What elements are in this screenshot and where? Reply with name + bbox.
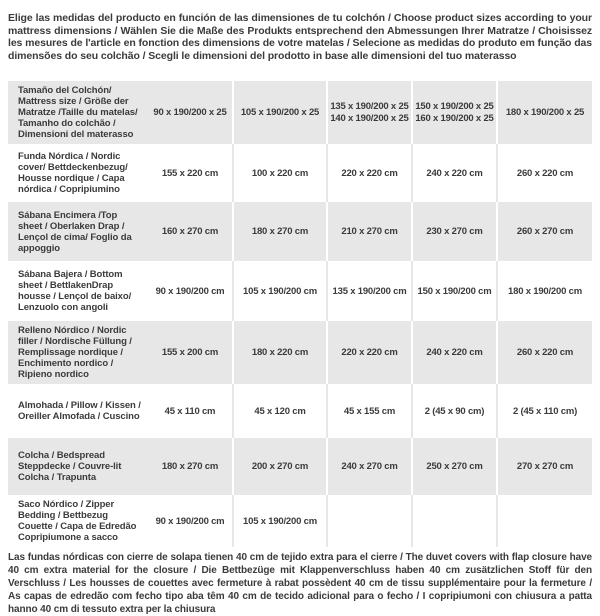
size-value: 160 x 270 cm bbox=[161, 226, 219, 237]
row-nordic-cover bbox=[8, 144, 592, 202]
header-size-135-140: 135 x 190/200 x 25 140 x 190/200 x 25 bbox=[327, 81, 412, 144]
size-value: 220 x 220 cm bbox=[327, 144, 412, 202]
size-value: 180 x 270 cm bbox=[161, 461, 219, 472]
row-label-top-sheet: Sábana Encimera /Top sheet / Oberlaken Drap / Lençol de cima/ Foglio da appoggio bbox=[18, 209, 132, 254]
size-value: 270 x 270 cm bbox=[497, 438, 592, 495]
size-value: 220 x 220 cm bbox=[327, 321, 412, 384]
size-value: 135 x 190/200 cm bbox=[327, 261, 412, 321]
size-value: 240 x 220 cm bbox=[412, 144, 497, 202]
size-table bbox=[8, 81, 592, 547]
size-value: 240 x 270 cm bbox=[327, 438, 412, 495]
row-top-sheet bbox=[8, 202, 592, 261]
size-value: 240 x 220 cm bbox=[412, 321, 497, 384]
size-value: 180 x 190/200 cm bbox=[497, 261, 592, 321]
size-value bbox=[497, 495, 592, 547]
row-pillow bbox=[8, 384, 592, 438]
size-value: 150 x 190/200 cm bbox=[412, 261, 497, 321]
size-value: 105 x 190/200 cm bbox=[233, 261, 327, 321]
size-value: 105 x 190/200 cm bbox=[233, 495, 327, 547]
size-value: 45 x 110 cm bbox=[164, 405, 216, 417]
row-nordic-filler bbox=[8, 321, 592, 384]
header-size-180: 180 x 190/200 x 25 bbox=[497, 81, 592, 144]
size-value: 100 x 220 cm bbox=[233, 144, 327, 202]
row-label-nordic-filler: Relleno Nórdico / Nordic filler / Nordische Füllung / Remplissage nordique / Enchimento nordico / Ripieno nordico bbox=[18, 325, 132, 380]
row-label-bottom-sheet: Sábana Bajera / Bottom sheet / BettlakenDrap housse / Lençol de baixo/ Lenzuolo con angoli bbox=[18, 269, 132, 313]
size-value: 180 x 220 cm bbox=[233, 321, 327, 384]
row-label-nordic-cover: Funda Nórdica / Nordic cover/ Bettdeckenbezug/ Housse nordique / Capa nórdica / Copripiumino bbox=[18, 151, 128, 195]
header-size-150-160: 150 x 190/200 x 25 160 x 190/200 x 25 bbox=[412, 81, 497, 144]
row-bedspread bbox=[8, 438, 592, 495]
row-zipper-bedding bbox=[8, 495, 592, 547]
size-value: 45 x 155 cm bbox=[327, 384, 412, 438]
row-bottom-sheet bbox=[8, 261, 592, 321]
size-value: 2 (45 x 110 cm) bbox=[497, 384, 592, 438]
size-value: 260 x 270 cm bbox=[497, 202, 592, 261]
size-value: 90 x 190/200 cm bbox=[155, 515, 225, 527]
row-label-bedspread: Colcha / Bedspread Steppdecke / Couvre-lit Colcha / Trapunta bbox=[18, 450, 122, 483]
size-value: 2 (45 x 90 cm) bbox=[412, 384, 497, 438]
row-label-mattress-size: Tamaño del Colchón/ Mattress size / Größe der Matratze /Taille du matelas/ Tamanho do colchão / Dimensioni del materasso bbox=[18, 85, 138, 140]
size-value: 45 x 120 cm bbox=[233, 384, 327, 438]
size-value: 230 x 270 cm bbox=[412, 202, 497, 261]
size-value: 260 x 220 cm bbox=[497, 321, 592, 384]
size-value: 210 x 270 cm bbox=[327, 202, 412, 261]
size-value: 90 x 190/200 cm bbox=[155, 285, 225, 297]
size-value: 155 x 200 cm bbox=[161, 347, 219, 358]
size-value bbox=[412, 495, 497, 547]
size-value: 200 x 270 cm bbox=[233, 438, 327, 495]
size-value bbox=[327, 495, 412, 547]
row-mattress-size bbox=[8, 81, 592, 144]
footer-note: Las fundas nórdicas con cierre de solapa tienen 40 cm de tejido extra para el cierre / The duvet covers with flap closure have 40 cm extra material for the closure / Die Bettbezüge mit Klappenverschluss haben 40 cm zusätzlichen Stoff für den Verschluss / Les housses de couettes avec fermeture à rabat possèdent 40 cm de tissu supplémentaire pour la fermeture / As capas de edredão com fecho tipo aba têm 40 cm de tecido adicional para o fecho / I copripiumoni con chiusura a patta hanno 40 cm di tessuto extra per la chiusura bbox=[8, 552, 592, 615]
size-value: 155 x 220 cm bbox=[161, 167, 219, 179]
size-value: 260 x 220 cm bbox=[497, 144, 592, 202]
size-value: 250 x 270 cm bbox=[412, 438, 497, 495]
row-label-zipper-bedding: Saco Nórdico / Zipper Bedding / Bettbezug Couette / Capa de Edredão Copripiumone a sacco bbox=[18, 499, 137, 543]
header-size-90: 90 x 190/200 x 25 bbox=[153, 106, 227, 118]
size-value: 180 x 270 cm bbox=[233, 202, 327, 261]
header-size-105: 105 x 190/200 x 25 bbox=[233, 81, 327, 144]
intro-text: Elige las medidas del producto en función de las dimensiones de tu colchón / Choose product sizes according to your mattress dimensions / Wählen Sie die Maße des Produkts entsprechend den Abmessungen Ihrer Matratze / Choisissez les mesures de l'article en fonction des dimensions de votre matelas / Selecione as medidas do produto em função das dimensões do seu colchão / Scegli le dimensioni del prodotto in base alle dimensioni del tuo materasso bbox=[8, 12, 592, 62]
row-label-pillow: Almohada / Pillow / Kissen / Oreiller Almofada / Cuscino bbox=[18, 400, 141, 422]
